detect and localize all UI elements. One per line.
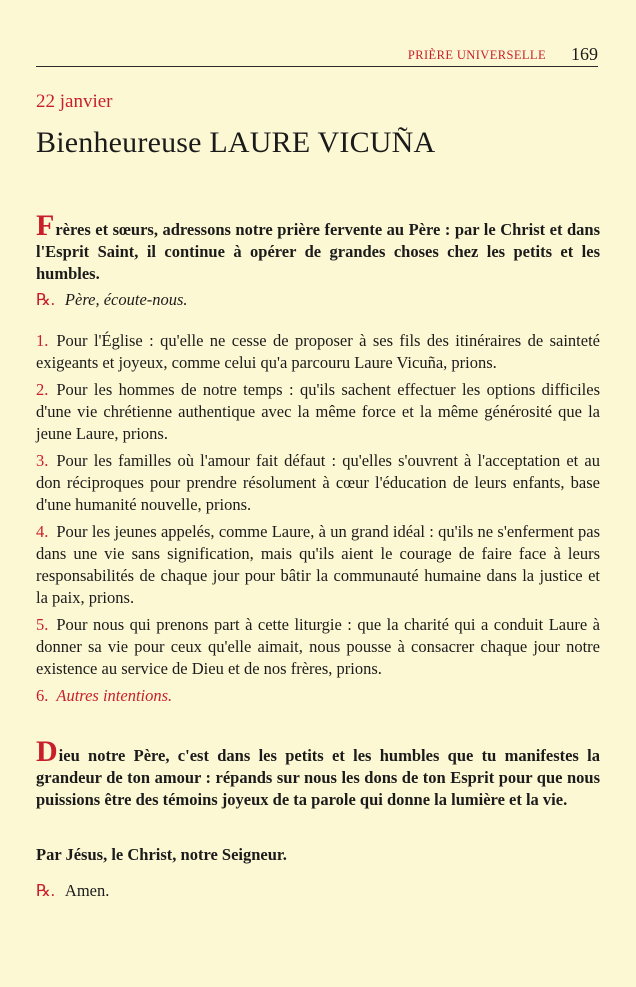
page-title: Bienheureuse LAURE VICUÑA — [36, 126, 436, 159]
running-head: PRIÈRE UNIVERSELLE — [407, 48, 546, 62]
prayer-dropcap: D — [36, 735, 58, 768]
intention-number: 4. — [36, 522, 49, 541]
response-symbol: ℞. — [36, 881, 55, 900]
introduction-paragraph — [36, 209, 600, 285]
intention-item — [36, 379, 600, 445]
page-number: 169 — [571, 44, 598, 64]
header-rule — [36, 66, 598, 67]
response-line — [36, 289, 188, 311]
response-symbol: ℞. — [36, 290, 55, 309]
intention-number: 2. — [36, 380, 49, 399]
intention-text: Pour les jeunes appelés, comme Laure, à un grand idéal : qu'ils ne s'enferment pas dans une vie sans signification, mais qu'ils aient le courage de faire face à leurs responsabilités de chaque jour pour bâtir la communauté humaine dans la justice et la paix, prions. — [36, 522, 600, 607]
intention-item-other — [36, 685, 600, 707]
intention-text: Pour les familles où l'amour fait défaut : qu'elles s'ouvrent à l'acceptation et au don réciproques pour prendre résolument à cœur l'éducation de leurs enfants, base d'une humanité nouvelle, prions. — [36, 451, 600, 514]
response-text: Amen. — [64, 881, 110, 900]
intention-item — [36, 614, 600, 680]
intention-text: Pour les hommes de notre temps : qu'ils sachent effectuer les options difficiles d'une vie chrétienne authentique avec la même force et la même générosité que la jeune Laure, prions. — [36, 380, 600, 443]
prayer-text: ieu notre Père, c'est dans les petits et les humbles que tu manifestes la grandeur de ton amour : répands sur nous les dons de ton Esprit pour que nous puissions être des témoins joyeux de ta parole qui donne la lumière et la vie. — [36, 746, 600, 809]
intention-item — [36, 330, 600, 374]
intention-number: 6. — [36, 686, 49, 705]
prayer-conclusion: Par Jésus, le Christ, notre Seigneur. — [36, 845, 287, 864]
intro-text: rères et sœurs, adressons notre prière fervente au Père : par le Christ et dans l'Esprit Saint, il continue à opérer de grandes choses chez les petits et les humbles. — [36, 220, 600, 283]
response-text: Père, écoute-nous. — [64, 290, 188, 309]
intentions-list — [36, 330, 600, 712]
intention-text: Pour l'Église : qu'elle ne cesse de proposer à ses fils des itinéraires de sainteté exigeants et joyeux, comme celui qu'a parcouru Laure Vicuña, prions. — [36, 331, 600, 372]
intention-text: Pour nous qui prenons part à cette liturgie : que la charité qui a conduit Laure à donner sa vie pour ceux qu'elle aimait, nous pousse à consacrer chaque jour notre existence au service de Dieu et de nos frères, prions. — [36, 615, 600, 678]
intention-number: 5. — [36, 615, 49, 634]
intention-item — [36, 450, 600, 516]
intention-number: 3. — [36, 451, 49, 470]
response-line-amen — [36, 880, 109, 902]
intro-dropcap: F — [36, 209, 55, 242]
intention-text: Autres intentions. — [56, 686, 173, 705]
feast-date: 22 janvier — [36, 91, 113, 112]
intention-item — [36, 521, 600, 609]
intention-number: 1. — [36, 331, 49, 350]
closing-prayer — [36, 735, 600, 811]
page-header — [36, 44, 598, 68]
